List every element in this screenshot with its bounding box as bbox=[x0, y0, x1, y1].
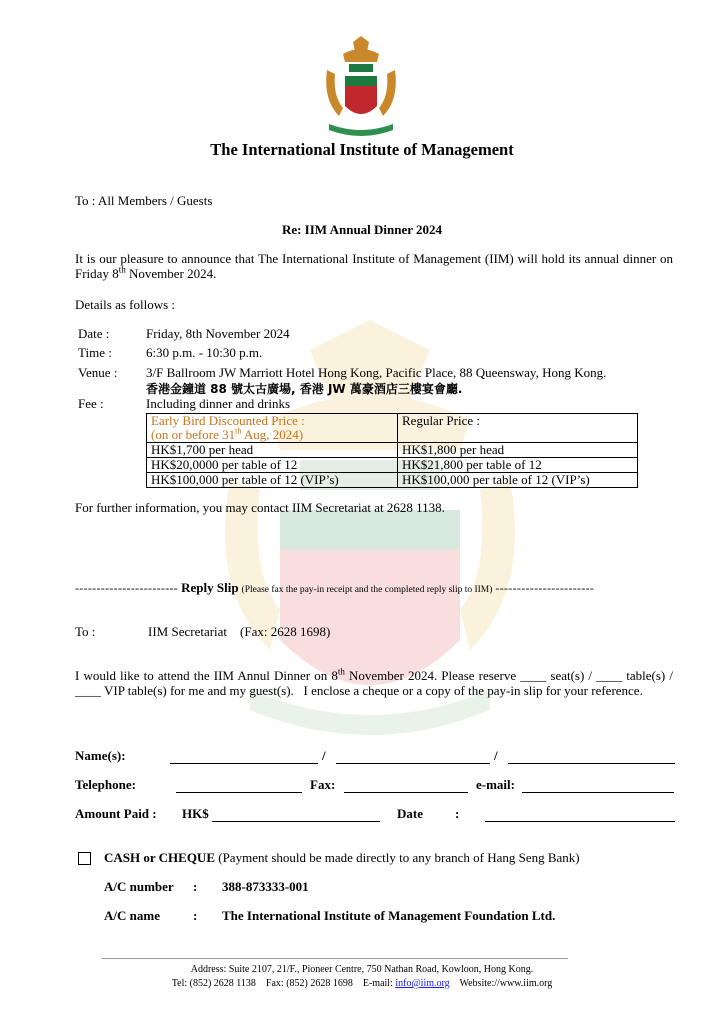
email-field[interactable] bbox=[522, 792, 674, 793]
institute-crest-logo bbox=[323, 36, 399, 140]
date-field-colon: : bbox=[455, 806, 460, 821]
amount-field[interactable] bbox=[212, 821, 380, 822]
regular-price-cell: HK$1,800 per head bbox=[398, 443, 638, 458]
fee-table bbox=[146, 413, 638, 488]
fee-value: Including dinner and drinks bbox=[146, 396, 291, 411]
payment-method: CASH or CHEQUE (Payment should be made directly to any branch of Hang Seng Bank) bbox=[104, 850, 580, 865]
footer-address: Address: Suite 2107, 21/F., Pioneer Centre, 750 Nathan Road, Kowloon, Hong Kong. bbox=[190, 964, 534, 975]
reply-to-value: IIM Secretariat (Fax: 2628 1698) bbox=[148, 624, 331, 639]
date-label: Date : bbox=[78, 326, 110, 341]
amount-paid-label: Amount Paid : bbox=[75, 806, 157, 821]
memo-subject: Re: IIM Annual Dinner 2024 bbox=[281, 222, 443, 237]
regular-price-cell: HK$21,800 per table of 12 bbox=[398, 458, 638, 473]
footer-divider bbox=[102, 958, 568, 959]
date-field[interactable] bbox=[485, 821, 675, 822]
reply-to-label: To : bbox=[75, 624, 96, 639]
footer-contact: Tel: (852) 2628 1138 Fax: (852) 2628 1698 E-mail: info@iim.org Website://www.iim.org bbox=[171, 978, 553, 989]
regular-price-header: Regular Price : bbox=[398, 414, 638, 443]
reply-slip-note: (Please fax the pay-in receipt and the completed reply slip to IIM) bbox=[241, 585, 493, 595]
venue-label: Venue : bbox=[78, 365, 118, 380]
details-heading: Details as follows : bbox=[75, 297, 176, 312]
early-price-cell: HK$1,700 per head bbox=[147, 443, 398, 458]
time-label: Time : bbox=[78, 345, 112, 360]
ac-number-value: 388-873333-001 bbox=[222, 879, 309, 894]
early-price-cell: HK$100,000 per table of 12 (VIP’s) bbox=[147, 473, 398, 488]
venue-value-english: 3/F Ballroom JW Marriott Hotel Hong Kong, Pacific Place, 88 Queensway, Hong Kong. bbox=[146, 365, 607, 380]
venue-value-chinese: 香港金鐘道 88 號太古廣場, 香港 JW 萬豪酒店三樓宴會廳. bbox=[146, 382, 463, 396]
table-row bbox=[147, 443, 638, 458]
table-row bbox=[147, 458, 638, 473]
fax-label: Fax: bbox=[310, 777, 336, 792]
regular-price-cell: HK$100,000 per table of 12 (VIP’s) bbox=[398, 473, 638, 488]
reply-slip-divider: ------------------------ Reply Slip (Please fax the pay-in receipt and the completed reply slip to IIM) ----------------------- bbox=[75, 580, 595, 595]
fee-table-header-row bbox=[147, 414, 638, 443]
cash-cheque-checkbox[interactable] bbox=[78, 852, 91, 865]
name-field-1[interactable] bbox=[170, 763, 318, 764]
names-separator: / bbox=[322, 748, 326, 763]
ac-name-colon: : bbox=[193, 908, 198, 923]
email-label: e-mail: bbox=[476, 777, 515, 792]
date-field-label: Date bbox=[397, 806, 423, 821]
date-value: Friday, 8th November 2024 bbox=[146, 326, 290, 341]
early-bird-header: Early Bird Discounted Price : (on or before 31th Aug, 2024) bbox=[147, 414, 398, 443]
intro-paragraph: It is our pleasure to announce that The International Institute of Management (IIM) will hold its annual dinner on Friday 8th November 2024. bbox=[75, 251, 673, 281]
amount-currency: HK$ bbox=[182, 806, 209, 821]
table-row bbox=[147, 473, 638, 488]
names-separator: / bbox=[494, 748, 498, 763]
telephone-field[interactable] bbox=[176, 792, 302, 793]
fax-field[interactable] bbox=[344, 792, 468, 793]
ac-name-label: A/C name bbox=[104, 908, 160, 923]
early-price-cell: HK$20,0000 per table of 12 bbox=[147, 458, 398, 473]
name-field-2[interactable] bbox=[336, 763, 490, 764]
org-title: The International Institute of Management bbox=[210, 140, 514, 159]
telephone-label: Telephone: bbox=[75, 777, 136, 792]
ac-number-label: A/C number bbox=[104, 879, 174, 894]
attendance-paragraph: I would like to attend the IIM Annul Dinner on 8th November 2024. Please reserve ____ seat(s) / ____ table(s) / ____ VIP table(s) for me and my guest(s). I enclose a cheque or a copy of the pay-in slip for your reference. bbox=[75, 666, 677, 698]
ac-name-value: The International Institute of Management Foundation Ltd. bbox=[222, 908, 556, 923]
footer-email-link[interactable]: info@iim.org bbox=[395, 978, 450, 989]
ac-number-colon: : bbox=[193, 879, 198, 894]
time-value: 6:30 p.m. - 10:30 p.m. bbox=[146, 345, 263, 360]
reply-slip-title: Reply Slip bbox=[181, 580, 239, 595]
memo-recipient: To : All Members / Guests bbox=[75, 193, 213, 208]
fee-label: Fee : bbox=[78, 396, 104, 411]
name-field-3[interactable] bbox=[508, 763, 675, 764]
names-label: Name(s): bbox=[75, 748, 126, 763]
further-info: For further information, you may contact IIM Secretariat at 2628 1138. bbox=[75, 500, 445, 515]
